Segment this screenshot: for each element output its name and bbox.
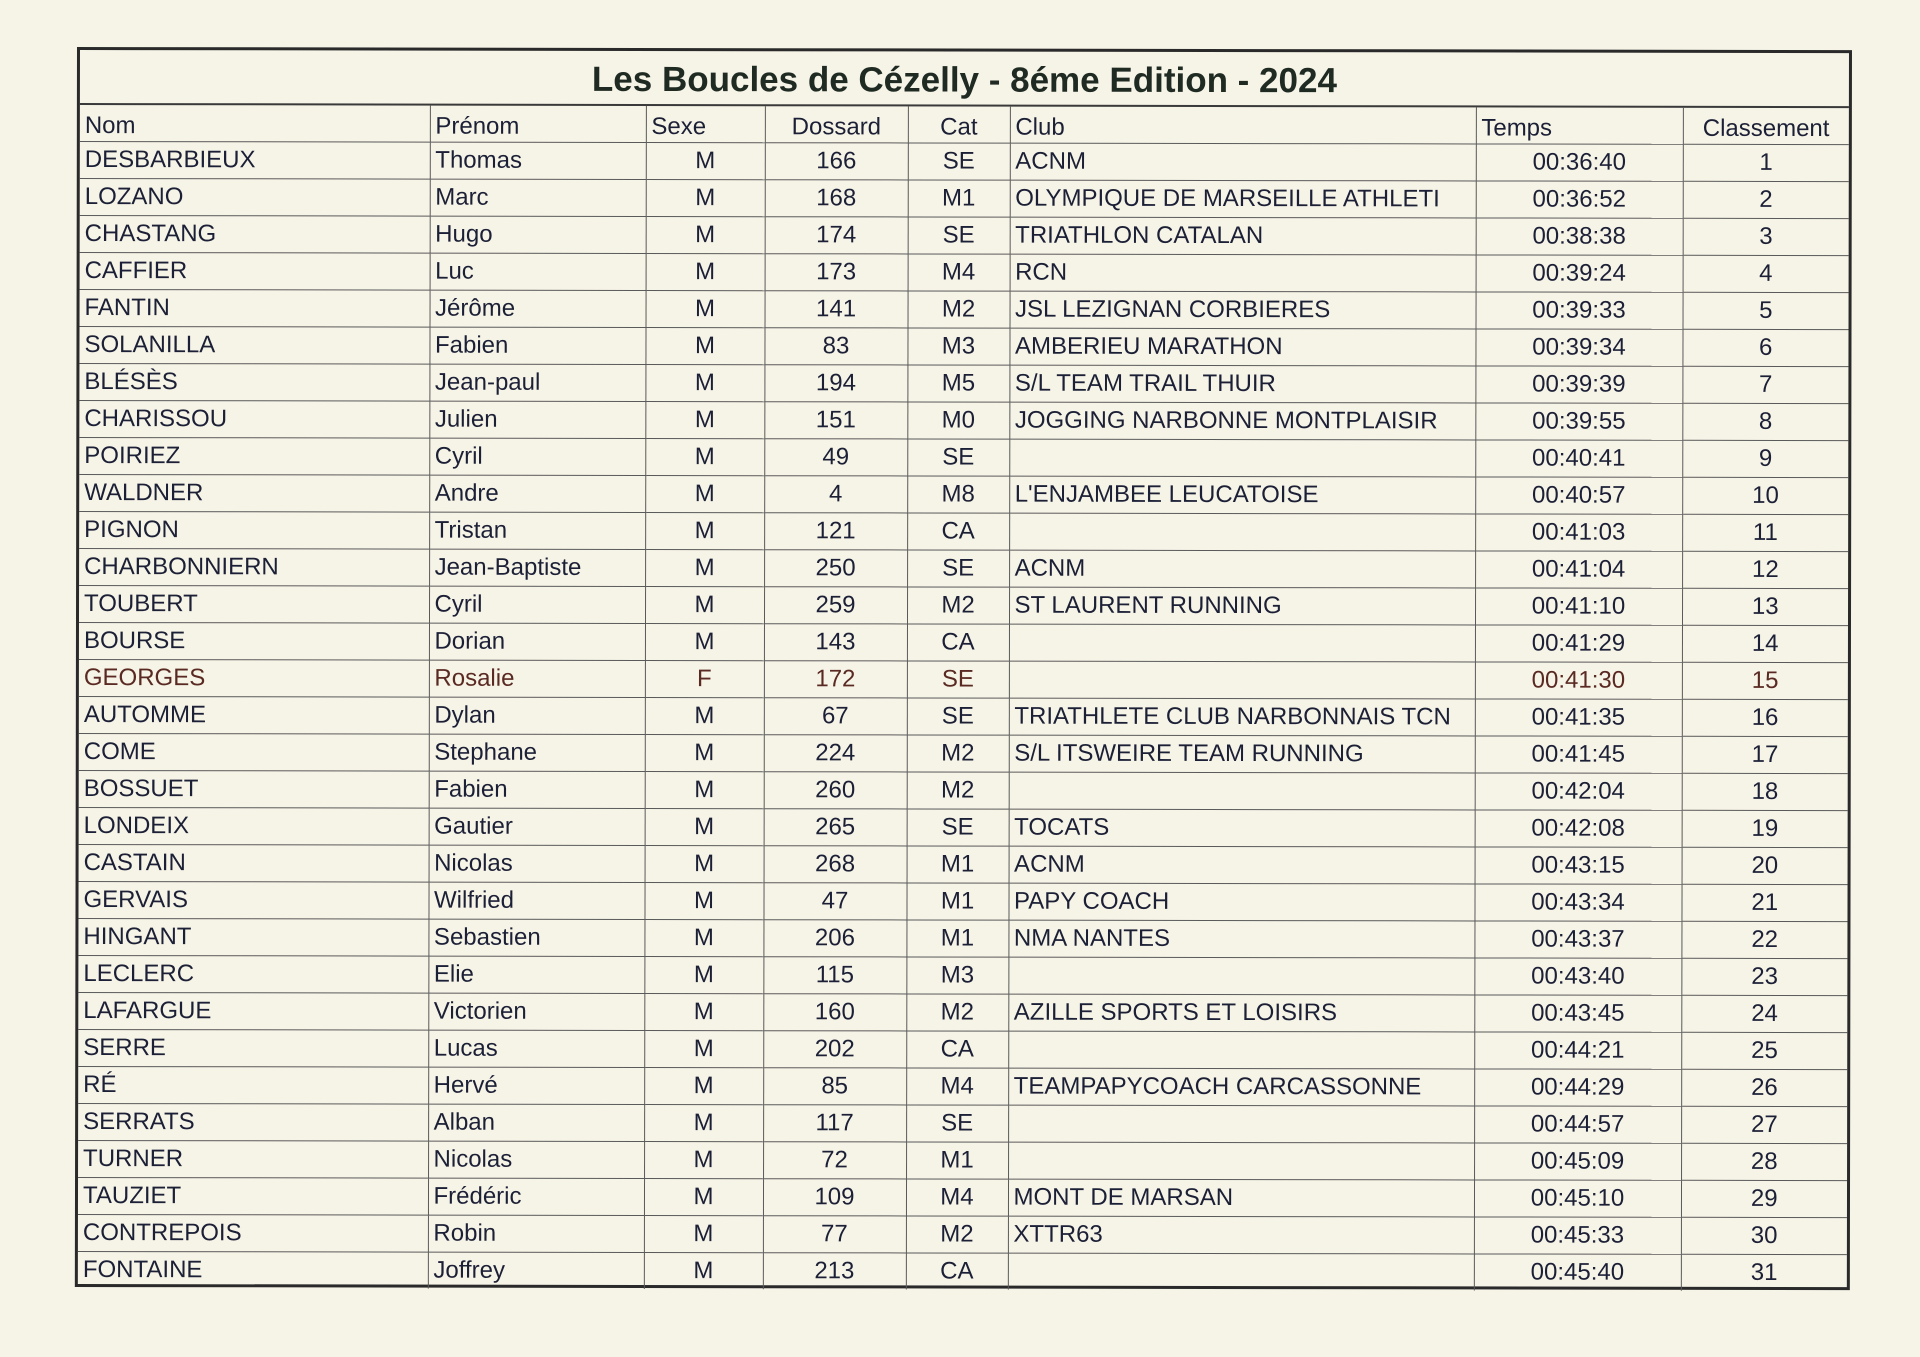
prenom-cell: Jean-Baptiste xyxy=(429,549,645,586)
classement-cell: 31 xyxy=(1750,1258,1778,1286)
prenom-cell: Tristan xyxy=(429,512,645,549)
classement-cell: 23 xyxy=(1681,958,1847,995)
temps-cell: 00:39:39 xyxy=(1475,365,1682,402)
sexe-cell: M xyxy=(644,956,763,993)
club-cell: ACNM xyxy=(1010,143,1476,181)
classement-cell: 21 xyxy=(1681,884,1847,921)
club-cell xyxy=(1009,439,1475,477)
column-header-nom: Nom xyxy=(80,105,430,142)
sexe-cell: M xyxy=(646,216,765,253)
cat-cell: SE xyxy=(907,438,1009,475)
table-row xyxy=(78,1214,1847,1254)
cat-cell: SE xyxy=(907,697,1009,734)
classement-cell: 7 xyxy=(1682,366,1848,403)
classement-cell: 28 xyxy=(1681,1143,1847,1180)
dossard-cell: 115 xyxy=(763,956,906,993)
column-header-sexe: Sexe xyxy=(646,106,765,142)
table-row xyxy=(79,511,1848,551)
temps-cell: 00:39:33 xyxy=(1476,291,1683,328)
cat-cell: M3 xyxy=(906,956,1008,993)
classement-cell: 1 xyxy=(1683,144,1849,181)
nom-cell: LOZANO xyxy=(80,178,430,216)
table-row xyxy=(78,918,1847,958)
temps-cell: 00:45:40 xyxy=(1474,1253,1681,1290)
nom-cell: DESBARBIEUX xyxy=(80,141,430,179)
temps-cell: 00:41:35 xyxy=(1475,698,1682,735)
dossard-cell: 260 xyxy=(764,771,907,808)
club-cell: TEAMPAPYCOACH CARCASSONNE xyxy=(1008,1068,1474,1106)
temps-cell: 00:39:24 xyxy=(1476,254,1683,291)
prenom-cell: Frédéric xyxy=(428,1178,644,1215)
cat-cell: CA xyxy=(907,623,1009,660)
table-row xyxy=(79,770,1848,810)
sexe-cell: M xyxy=(645,512,764,549)
nom-cell: CASTAIN xyxy=(79,844,429,882)
prenom-cell: Dylan xyxy=(429,697,645,734)
dossard-cell: 206 xyxy=(763,919,906,956)
sexe-cell: M xyxy=(645,771,764,808)
cat-cell: CA xyxy=(906,1030,1008,1067)
temps-cell: 00:43:37 xyxy=(1474,920,1681,957)
column-header-classement: Classement xyxy=(1683,108,1849,144)
nom-cell: WALDNER xyxy=(79,474,429,512)
cat-cell: M2 xyxy=(907,771,1009,808)
temps-cell: 00:38:38 xyxy=(1476,217,1683,254)
temps-cell: 00:45:09 xyxy=(1474,1142,1681,1179)
table-row xyxy=(79,807,1848,847)
cat-cell: M5 xyxy=(907,364,1009,401)
dossard-cell: 268 xyxy=(764,845,907,882)
nom-cell: CHARISSOU xyxy=(79,400,429,438)
classement-cell: 24 xyxy=(1681,995,1847,1032)
classement-cell: 6 xyxy=(1682,329,1848,366)
club-cell: JOGGING NARBONNE MONTPLAISIR xyxy=(1009,402,1475,440)
temps-cell: 00:40:41 xyxy=(1475,439,1682,476)
prenom-cell: Nicolas xyxy=(429,845,645,882)
results-sheet xyxy=(75,47,1852,1290)
club-cell xyxy=(1009,624,1475,662)
cat-cell: M2 xyxy=(908,290,1010,327)
table-row xyxy=(79,437,1848,477)
table-row xyxy=(80,252,1849,292)
temps-cell: 00:44:21 xyxy=(1474,1031,1681,1068)
table-row xyxy=(78,1251,1847,1291)
cat-cell: M3 xyxy=(907,327,1009,364)
cat-cell: M1 xyxy=(908,179,1010,216)
sexe-cell: M xyxy=(646,253,765,290)
prenom-cell: Julien xyxy=(429,401,645,438)
dossard-cell: 173 xyxy=(765,253,908,290)
dossard-cell: 265 xyxy=(764,808,907,845)
column-header-club: Club xyxy=(1010,107,1476,144)
table-row xyxy=(78,881,1847,921)
classement-cell: 30 xyxy=(1681,1217,1847,1254)
column-header-dossard: Dossard xyxy=(765,106,908,142)
dossard-cell: 121 xyxy=(764,512,907,549)
classement-cell: 25 xyxy=(1681,1032,1847,1069)
sexe-cell: M xyxy=(645,327,764,364)
temps-cell: 00:36:40 xyxy=(1476,143,1683,180)
cat-cell: SE xyxy=(908,216,1010,253)
nom-cell: TOUBERT xyxy=(79,585,429,623)
results-body xyxy=(78,141,1849,1291)
classement-cell: 19 xyxy=(1682,810,1848,847)
temps-cell: 00:43:40 xyxy=(1474,957,1681,994)
sexe-cell: M xyxy=(645,734,764,771)
nom-cell: BOURSE xyxy=(79,622,429,660)
header-row xyxy=(80,105,1849,144)
dossard-cell: 250 xyxy=(764,549,907,586)
prenom-cell: Hugo xyxy=(430,216,646,253)
sexe-cell: M xyxy=(644,919,763,956)
dossard-cell: 224 xyxy=(764,734,907,771)
prenom-cell: Thomas xyxy=(430,142,646,179)
temps-cell: 00:45:33 xyxy=(1474,1216,1681,1253)
sexe-cell: M xyxy=(646,142,765,179)
temps-cell: 00:45:10 xyxy=(1474,1179,1681,1216)
dossard-cell: 259 xyxy=(764,586,907,623)
table-row xyxy=(78,1140,1847,1180)
temps-cell: 00:40:57 xyxy=(1475,476,1682,513)
classement-cell: 13 xyxy=(1682,588,1848,625)
table-row xyxy=(79,659,1848,699)
prenom-cell: Dorian xyxy=(429,623,645,660)
classement-cell: 27 xyxy=(1681,1106,1847,1143)
dossard-cell: 85 xyxy=(763,1067,906,1104)
cat-cell: M2 xyxy=(906,1215,1008,1252)
dossard-cell: 109 xyxy=(763,1178,906,1215)
prenom-cell: Gautier xyxy=(429,808,645,845)
temps-cell: 00:42:08 xyxy=(1475,809,1682,846)
sexe-cell: M xyxy=(644,1030,763,1067)
club-cell xyxy=(1008,1253,1474,1291)
table-row xyxy=(78,1066,1847,1106)
classement-cell: 17 xyxy=(1682,736,1848,773)
table-row xyxy=(80,215,1849,255)
nom-cell: SOLANILLA xyxy=(79,326,429,364)
table-row xyxy=(80,141,1849,181)
club-cell: S/L ITSWEIRE TEAM RUNNING xyxy=(1009,735,1475,773)
classement-cell: 11 xyxy=(1682,514,1848,551)
nom-cell: POIRIEZ xyxy=(79,437,429,475)
classement-cell: 10 xyxy=(1682,477,1848,514)
nom-cell: SERRE xyxy=(78,1029,428,1067)
cat-cell: CA xyxy=(907,512,1009,549)
club-cell: TOCATS xyxy=(1009,809,1475,847)
nom-cell: LONDEIX xyxy=(79,807,429,845)
temps-cell: 00:43:34 xyxy=(1474,883,1681,920)
prenom-cell: Robin xyxy=(428,1215,644,1252)
nom-cell: HINGANT xyxy=(78,918,428,956)
temps-cell: 00:44:29 xyxy=(1474,1068,1681,1105)
temps-cell: 00:42:04 xyxy=(1475,772,1682,809)
nom-cell: CONTREPOIS xyxy=(78,1214,428,1252)
temps-cell: 00:43:15 xyxy=(1475,846,1682,883)
prenom-cell: Fabien xyxy=(429,771,645,808)
sexe-cell: M xyxy=(645,808,764,845)
prenom-cell: Stephane xyxy=(429,734,645,771)
temps-cell: 00:44:57 xyxy=(1474,1105,1681,1142)
prenom-cell: Cyril xyxy=(429,438,645,475)
prenom-cell: Nicolas xyxy=(428,1141,644,1178)
club-cell xyxy=(1008,1142,1474,1180)
prenom-cell: Joffrey xyxy=(428,1252,644,1289)
dossard-cell: 143 xyxy=(764,623,907,660)
cat-cell: M2 xyxy=(906,993,1008,1030)
club-cell: MONT DE MARSAN xyxy=(1008,1179,1474,1217)
sexe-cell: M xyxy=(645,475,764,512)
classement-cell: 14 xyxy=(1682,625,1848,662)
table-row xyxy=(79,844,1848,884)
prenom-cell: Jean-paul xyxy=(429,364,645,401)
classement-cell: 12 xyxy=(1682,551,1848,588)
cat-cell: M4 xyxy=(906,1067,1008,1104)
nom-cell: TURNER xyxy=(78,1140,428,1178)
sexe-cell: M xyxy=(645,438,764,475)
dossard-cell: 160 xyxy=(763,993,906,1030)
nom-cell: COME xyxy=(79,733,429,771)
dossard-cell: 4 xyxy=(764,475,907,512)
nom-cell: BLÉSÈS xyxy=(79,363,429,401)
classement-cell: 3 xyxy=(1683,218,1849,255)
sexe-cell: M xyxy=(646,290,765,327)
sexe-cell: M xyxy=(644,882,763,919)
classement-cell: 8 xyxy=(1682,403,1848,440)
table-row xyxy=(79,548,1848,588)
classement-cell: 18 xyxy=(1682,773,1848,810)
nom-cell: PIGNON xyxy=(79,511,429,549)
table-row xyxy=(78,955,1847,995)
nom-cell: FONTAINE xyxy=(78,1251,428,1289)
table-row xyxy=(79,696,1848,736)
table-row xyxy=(78,1177,1847,1217)
sexe-cell: M xyxy=(644,1067,763,1104)
table-row xyxy=(79,585,1848,625)
dossard-cell: 172 xyxy=(764,660,907,697)
dossard-cell: 174 xyxy=(765,216,908,253)
club-cell xyxy=(1009,661,1475,699)
club-cell: TRIATHLETE CLUB NARBONNAIS TCN xyxy=(1009,698,1475,736)
sexe-cell: M xyxy=(644,1178,763,1215)
club-cell: L'ENJAMBEE LEUCATOISE xyxy=(1009,476,1475,514)
table-row xyxy=(80,289,1849,329)
cat-cell: M1 xyxy=(906,1141,1008,1178)
classement-cell: 2 xyxy=(1683,181,1849,218)
dossard-cell: 67 xyxy=(764,697,907,734)
sexe-cell: M xyxy=(646,179,765,216)
prenom-cell: Andre xyxy=(429,475,645,512)
cat-cell: M2 xyxy=(907,734,1009,771)
dossard-cell: 49 xyxy=(764,438,907,475)
club-cell xyxy=(1008,1031,1474,1069)
club-cell xyxy=(1008,1105,1474,1143)
sexe-cell: M xyxy=(644,993,763,1030)
nom-cell: CAFFIER xyxy=(80,252,430,290)
prenom-cell: Lucas xyxy=(428,1030,644,1067)
classement-cell: 26 xyxy=(1681,1069,1847,1106)
classement-cell: 5 xyxy=(1683,292,1849,329)
sexe-cell: M xyxy=(645,549,764,586)
prenom-cell: Rosalie xyxy=(429,660,645,697)
club-cell xyxy=(1009,772,1475,810)
column-header-temps: Temps xyxy=(1476,107,1683,143)
table-row xyxy=(79,363,1848,403)
temps-cell: 00:41:10 xyxy=(1475,587,1682,624)
cat-cell: M8 xyxy=(907,475,1009,512)
classement-cell: 15 xyxy=(1682,662,1848,699)
classement-cell: 20 xyxy=(1682,847,1848,884)
dossard-cell: 77 xyxy=(763,1215,906,1252)
cat-cell: SE xyxy=(907,660,1009,697)
sexe-cell: F xyxy=(645,660,764,697)
dossard-cell: 213 xyxy=(763,1252,906,1289)
table-row xyxy=(79,733,1848,773)
dossard-cell: 117 xyxy=(763,1104,906,1141)
sexe-cell: M xyxy=(645,364,764,401)
club-cell: AMBERIEU MARATHON xyxy=(1009,328,1475,366)
sexe-cell: M xyxy=(644,1104,763,1141)
temps-cell: 00:43:45 xyxy=(1474,994,1681,1031)
nom-cell: FANTIN xyxy=(80,289,430,327)
temps-cell: 00:41:45 xyxy=(1475,735,1682,772)
cat-cell: M1 xyxy=(906,919,1008,956)
club-cell: ACNM xyxy=(1009,550,1475,588)
club-cell xyxy=(1008,957,1474,995)
sexe-cell: M xyxy=(644,1252,763,1289)
prenom-cell: Luc xyxy=(430,253,646,290)
temps-cell: 00:41:04 xyxy=(1475,550,1682,587)
club-cell: RCN xyxy=(1010,254,1476,292)
cat-cell: M4 xyxy=(908,253,1010,290)
cat-cell: M1 xyxy=(907,845,1009,882)
prenom-cell: Wilfried xyxy=(428,882,644,919)
prenom-cell: Sebastien xyxy=(428,919,644,956)
dossard-cell: 194 xyxy=(764,364,907,401)
nom-cell: LECLERC xyxy=(78,955,428,993)
cat-cell: M2 xyxy=(907,586,1009,623)
club-cell: TRIATHLON CATALAN xyxy=(1010,217,1476,255)
temps-cell: 00:36:52 xyxy=(1476,180,1683,217)
table-row xyxy=(78,1029,1847,1069)
classement-cell: 9 xyxy=(1682,440,1848,477)
prenom-cell: Alban xyxy=(428,1104,644,1141)
prenom-cell: Hervé xyxy=(428,1067,644,1104)
prenom-cell: Fabien xyxy=(429,327,645,364)
nom-cell: GEORGES xyxy=(79,659,429,697)
club-cell xyxy=(1009,513,1475,551)
results-table xyxy=(78,105,1849,1291)
table-row xyxy=(78,1103,1847,1143)
dossard-cell: 72 xyxy=(763,1141,906,1178)
classement-cell: 22 xyxy=(1681,921,1847,958)
sexe-cell: M xyxy=(645,845,764,882)
table-row xyxy=(79,622,1848,662)
cat-cell: SE xyxy=(907,549,1009,586)
club-cell: JSL LEZIGNAN CORBIERES xyxy=(1010,291,1476,329)
dossard-cell: 141 xyxy=(765,290,908,327)
prenom-cell: Jérôme xyxy=(430,290,646,327)
dossard-cell: 168 xyxy=(765,179,908,216)
cat-cell: SE xyxy=(906,1104,1008,1141)
nom-cell: RÉ xyxy=(78,1066,428,1104)
cat-cell: CA xyxy=(906,1252,1008,1289)
sexe-cell: M xyxy=(644,1215,763,1252)
table-row xyxy=(80,178,1849,218)
classement-cell: 4 xyxy=(1683,255,1849,292)
cat-cell: M4 xyxy=(906,1178,1008,1215)
page-title: Les Boucles de Cézelly - 8éme Edition - 2024 xyxy=(80,50,1849,108)
table-row xyxy=(79,400,1848,440)
club-cell: S/L TEAM TRAIL THUIR xyxy=(1009,365,1475,403)
club-cell: PAPY COACH xyxy=(1008,883,1474,921)
classement-cell: 16 xyxy=(1682,699,1848,736)
dossard-cell: 151 xyxy=(764,401,907,438)
prenom-cell: Cyril xyxy=(429,586,645,623)
club-cell: NMA NANTES xyxy=(1008,920,1474,958)
cat-cell: SE xyxy=(907,808,1009,845)
club-cell: ACNM xyxy=(1009,846,1475,884)
prenom-cell: Marc xyxy=(430,179,646,216)
dossard-cell: 202 xyxy=(763,1030,906,1067)
table-row xyxy=(79,326,1848,366)
column-header-cat: Cat xyxy=(908,106,1010,142)
nom-cell: TAUZIET xyxy=(78,1177,428,1215)
prenom-cell: Victorien xyxy=(428,993,644,1030)
sexe-cell: M xyxy=(644,1141,763,1178)
dossard-cell: 166 xyxy=(765,142,908,179)
sexe-cell: M xyxy=(645,623,764,660)
dossard-cell: 83 xyxy=(764,327,907,364)
temps-cell: 00:41:29 xyxy=(1475,624,1682,661)
nom-cell: AUTOMME xyxy=(79,696,429,734)
nom-cell: CHASTANG xyxy=(80,215,430,253)
nom-cell: CHARBONNIERN xyxy=(79,548,429,586)
dossard-cell: 47 xyxy=(763,882,906,919)
club-cell: XTTR63 xyxy=(1008,1216,1474,1254)
cat-cell: SE xyxy=(908,142,1010,179)
club-cell: AZILLE SPORTS ET LOISIRS xyxy=(1008,994,1474,1032)
cat-cell: M1 xyxy=(906,882,1008,919)
temps-cell: 00:39:34 xyxy=(1475,328,1682,365)
sexe-cell: M xyxy=(645,586,764,623)
sexe-cell: M xyxy=(645,401,764,438)
cat-cell: M0 xyxy=(907,401,1009,438)
nom-cell: SERRATS xyxy=(78,1103,428,1141)
classement-cell: 29 xyxy=(1681,1180,1847,1217)
prenom-cell: Elie xyxy=(428,956,644,993)
club-cell: ST LAURENT RUNNING xyxy=(1009,587,1475,625)
table-row xyxy=(78,992,1847,1032)
nom-cell: BOSSUET xyxy=(79,770,429,808)
temps-cell: 00:41:30 xyxy=(1475,661,1682,698)
sexe-cell: M xyxy=(645,697,764,734)
column-header-prenom: Prénom xyxy=(430,106,646,142)
nom-cell: LAFARGUE xyxy=(78,992,428,1030)
temps-cell: 00:41:03 xyxy=(1475,513,1682,550)
temps-cell: 00:39:55 xyxy=(1475,402,1682,439)
table-row xyxy=(79,474,1848,514)
club-cell: OLYMPIQUE DE MARSEILLE ATHLETI xyxy=(1010,180,1476,218)
nom-cell: GERVAIS xyxy=(78,881,428,919)
